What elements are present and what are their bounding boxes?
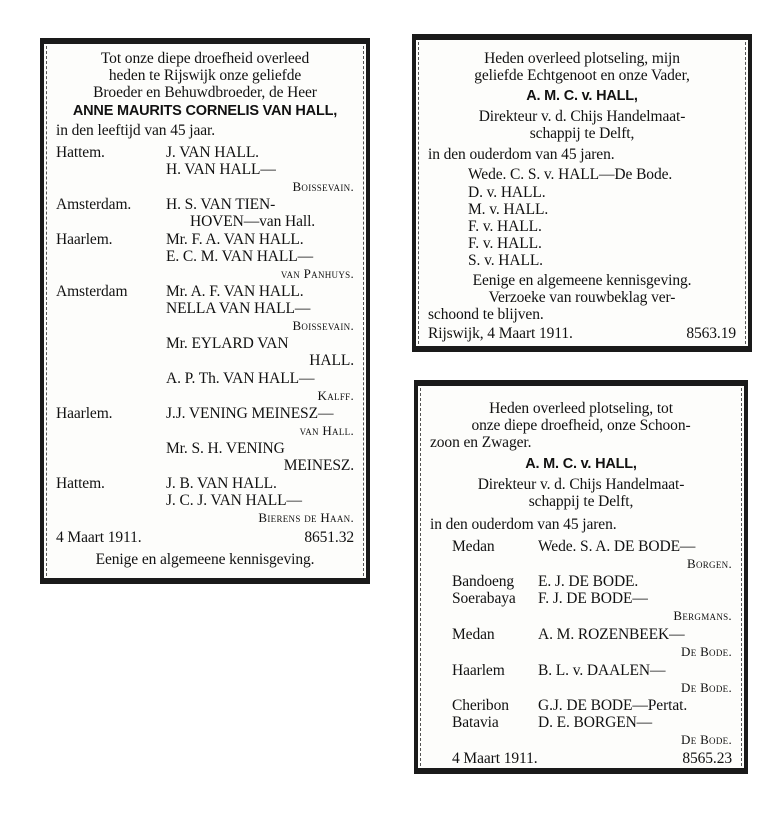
relative-maiden-name: Kalff.: [317, 388, 354, 403]
place-batavia: Batavia: [452, 714, 499, 731]
relative-maiden-name: De Bode.: [681, 644, 732, 659]
relative-maiden-name: De Bode.: [681, 680, 732, 695]
relative-name: Mr. EYLARD VAN: [166, 335, 289, 352]
request-line-2: schoond te blijven.: [428, 306, 544, 323]
request-line-1: Verzoeke van rouwbeklag ver-: [488, 289, 676, 306]
place-haarlem: Haarlem.: [56, 231, 113, 248]
relative-name: HALL.: [309, 352, 354, 369]
relative-name: J. VAN HALL.: [166, 144, 259, 161]
relative-name: Mr. F. A. VAN HALL.: [166, 231, 304, 248]
relative-name: Wede. S. A. DE BODE—: [538, 538, 696, 555]
position-line-2: schappij te Delft,: [528, 493, 634, 510]
child-name: S. v. HALL.: [468, 252, 543, 269]
relative-name: Mr. A. F. VAN HALL.: [166, 283, 304, 300]
place-soerabaya: Soerabaya: [452, 590, 516, 607]
intro-line-2: heden te Rijswijk onze geliefde: [108, 67, 302, 84]
relative-name: E. J. DE BODE.: [538, 573, 639, 590]
intro-line-3: zoon en Zwager.: [430, 434, 532, 451]
relative-name: Mr. S. H. VENING: [166, 440, 285, 457]
place-amsterdam: Amsterdam.: [56, 196, 132, 213]
relative-name: H. VAN HALL—: [166, 161, 276, 178]
place-date: Rijswijk, 4 Maart 1911.: [428, 325, 573, 342]
intro-line-1: Heden overleed plotseling, mijn: [484, 50, 680, 67]
position-line-1: Direkteur v. d. Chijs Handelmaat-: [477, 476, 685, 493]
intro-line-1: Tot onze diepe droefheid overleed: [100, 50, 310, 67]
child-name: M. v. HALL.: [468, 201, 549, 218]
child-name: D. v. HALL.: [468, 184, 546, 201]
relative-name: HOVEN—van Hall.: [190, 213, 316, 230]
relative-maiden-name: Borgen.: [686, 556, 732, 571]
notice-date: 4 Maart 1911.: [56, 529, 142, 546]
age-line: in den ouderdom van 45 jaren.: [430, 516, 617, 533]
deceased-name: A. M. C. v. HALL,: [525, 456, 637, 472]
relative-name: J. C. J. VAN HALL—: [166, 492, 302, 509]
relative-name: A. P. Th. VAN HALL—: [166, 370, 315, 387]
place-hattem: Hattem.: [56, 475, 105, 492]
death-notice-anne-maurits-van-hall: [40, 38, 370, 584]
notice-line: Eenige en algemeene kennisgeving.: [472, 272, 692, 289]
position-line-1: Direkteur v. d. Chijs Handelmaat-: [478, 108, 686, 125]
relative-name: E. C. M. VAN HALL—: [166, 248, 314, 265]
relative-name: J.J. VENING MEINESZ—: [166, 405, 334, 422]
place-amsterdam: Amsterdam: [56, 283, 128, 300]
intro-line-2: geliefde Echtgenoot en onze Vader,: [474, 67, 690, 84]
relative-name: NELLA VAN HALL—: [166, 300, 311, 317]
relative-name: F. J. DE BODE—: [538, 590, 648, 607]
notice-number: 8565.23: [682, 750, 732, 767]
relative-maiden-name: De Bode.: [681, 732, 732, 747]
position-line-2: schappij te Delft,: [529, 125, 635, 142]
relative-maiden-name: van Panhuys.: [280, 266, 354, 281]
relative-maiden-name: Bergmans.: [673, 608, 732, 623]
relative-name: G.J. DE BODE—Pertat.: [538, 697, 688, 714]
deceased-name: ANNE MAURITS CORNELIS VAN HALL,: [72, 103, 338, 119]
relative-name: A. M. ROZENBEEK—: [538, 626, 685, 643]
relative-name: MEINESZ.: [283, 457, 354, 474]
death-notice-in-laws: [414, 380, 748, 774]
intro-line-1: Heden overleed plotseling, tot: [489, 400, 673, 417]
relative-maiden-name: Boissevain.: [292, 179, 354, 194]
notice-footer: Eenige en algemeene kennisgeving.: [95, 551, 315, 568]
widow-name: Wede. C. S. v. HALL—De Bode.: [468, 166, 673, 183]
relative-name: D. E. BORGEN—: [538, 714, 653, 731]
relative-maiden-name: Bierens de Haan.: [258, 510, 354, 525]
child-name: F. v. HALL.: [468, 235, 542, 252]
place-cheribon: Cheribon: [452, 697, 509, 714]
place-haarlem: Haarlem: [452, 662, 505, 679]
deceased-name: A. M. C. v. HALL,: [526, 88, 638, 104]
relative-name: H. S. VAN TIEN-: [166, 196, 276, 213]
notice-date: 4 Maart 1911.: [452, 750, 538, 767]
death-notice-widow: [412, 34, 752, 352]
relative-name: J. B. VAN HALL.: [166, 475, 277, 492]
intro-line-2: onze diepe droefheid, onze Schoon-: [471, 417, 691, 434]
relative-name: B. L. v. DAALEN—: [538, 662, 666, 679]
place-medan: Medan: [452, 626, 495, 643]
place-haarlem: Haarlem.: [56, 405, 113, 422]
age-line: in den leeftijd van 45 jaar.: [56, 122, 216, 139]
age-line: in den ouderdom van 45 jaren.: [428, 146, 615, 163]
notice-number: 8563.19: [686, 325, 736, 342]
place-bandoeng: Bandoeng: [452, 573, 515, 590]
notice-number: 8651.32: [304, 529, 354, 546]
relative-maiden-name: Boissevain.: [292, 318, 354, 333]
intro-line-3: Broeder en Behuwdbroeder, de Heer: [93, 84, 317, 101]
place-hattem: Hattem.: [56, 144, 105, 161]
relative-maiden-name: van Hall.: [299, 423, 354, 438]
place-medan: Medan: [452, 538, 495, 555]
child-name: F. v. HALL.: [468, 218, 542, 235]
